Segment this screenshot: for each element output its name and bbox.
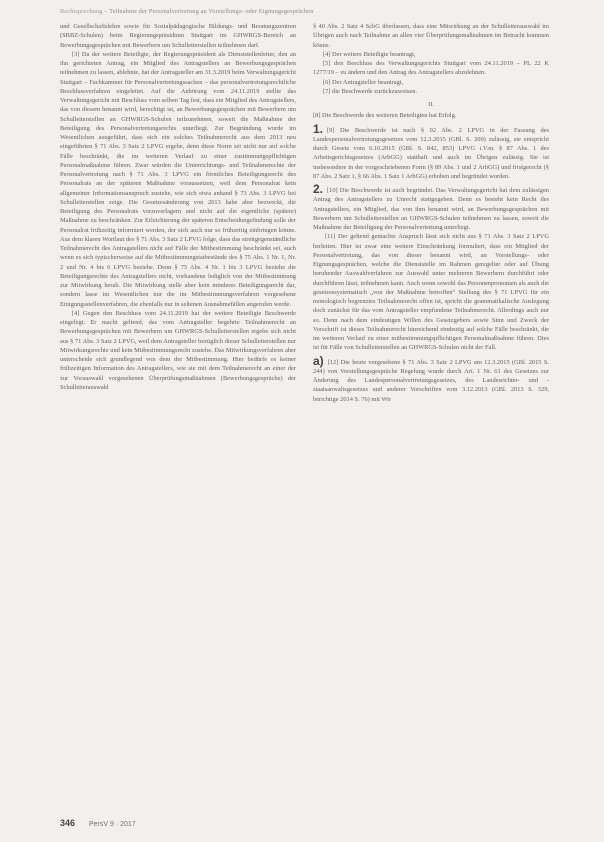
journal-issue: PersV 9 · 2017 — [88, 821, 136, 828]
header-title: Teilnahme der Personalvertretung an Vorstellungs- oder Eignungsgesprächen — [109, 8, 314, 15]
paragraph-text: [12] Die heute vorgesehene § 71 Abs. 3 Satz 2 LPVG am 12.3.2015 (GBl. 2015 S. 244) von Vorstellungsgespräche Regelung wurde durch Art. 1 Nr. 61 des Gesetzes zur Änderung des Landespersonalvertretungsgesetzes, des Landesrichter- und -staatsanwaltsgesetzes und anderer Vorschriften vom 3.12.2013 (GBl. 2013 S. 329, berichtige 2014 S. 76) mit Wir — [313, 358, 549, 403]
paragraph: [5] den Beschluss des Verwaltungsgerichts Stuttgart vom 24.11.2019 – PL 22 K 1277/19 – zu ändern und den Antrag des Antragstellers abzulehnen. — [313, 60, 549, 77]
paragraph-text: [10] Die Beschwerde ist auch begründet. Das Verwaltungsgericht hat dem zulässigen Antrag des Antragstellers zu Unrecht stattgegeben. Denn es besteht kein Recht des Antragstellers, ein Mitglied, das von ihm benannt wird, an Bewerbungsgesprächen mit Bewerbern um Schulleiterstellen an GHWRGS-Schulen teilnehmen zu lassen, soweit die Maßnahme der Beteiligung der Personalvertretung unterliegt. — [313, 187, 549, 231]
paragraph: [3] Da der weitere Beteiligte, der Regierungspräsident als Dienststellenleiter, den an ihn gerichteten Antrag, ein Mitglied des Antragstellers an Bewerbungsgesprächen teilnehmen zu lassen, ablehnte, hat der Antragsteller am 31.3.2019 beim Verwaltungsgericht Stuttgart – Fachkammer für Personalvertretungssachen – das personalvertretungsrechtliche Beschlussverfahren eingeleitet. Auf die Anhörung vom 24.11.2019 stellte das Verwaltungsgericht mit Beschluss vom selben Tag fest, dass ein Mitglied des Antragstellers, das von diesem benannt wird, berechtigt ist, an Bewerbungsgesprächen mit Bewerbern um Schulleiterstellen an GHWRGS-Schulen teilzunehmen, soweit die Maßnahme der Beteiligung des Personalvertretungsrechts unterliegt. Zur Begründung wurde im Wesentlichen ausgeführt, dass sich ein solches Teilnahmerecht aus dem 2013 neu eingeführten § 71 Abs. 3 Satz 2 LPVG ergebe, denn diese Norm sei nicht nur auf solche Fälle beschränkt, die im weiteren Verlauf zu einer zustimmungspflichtigen Personalmaßnahme führen. Zwar würden die Unterrichtungs- und Teilnahmerechte der Personalvertretung nach § 71 Abs. 3 LPVG ein förmliches Beteiligungsrecht des Personalrats an der späteren Maßnahme voraussetzen, weil dem Personalrat kein allgemeiner Informationsanspruch zustehe, wie sich etwa anhand § 73 Abs. 3 LPVG bei Schulleiterstellen zeige. Die Gesetzesänderung von 2013 habe aber bezweckt, die Beteiligung des Personalrats vorzuverlagern und nicht auf die eigentliche (spätere) Maßnahme zu beschränken. Zur Erleichterung der späteren Entscheidungsfindung solle der Personalrat frühzeitig informiert werden, der sich auch nur so frühzeitig einbringen könne. Aus dem klaren Wortlaut des § 71 Abs. 3 Satz 2 LPVG folge, dass das streitgegenständliche Teilnahmerecht des Antragstellers nicht auf Fälle der Mitbestimmung beschränkt sei, auch wenn es sich typischerweise auf die Mitbestimmungstatbestände des § 75 Abs. 1 Nr. 1, Nr. 2 und Nr. 4 bis 6 LPVG beziehe. Denn § 75 Abs. 4 Nr. 1 bis 3 LPVG beziehe die Beteiligungsrechte des Antragstellers nicht, vorhandene lediglich von der Mitbestimmung zur Mitwirkung herab. Die Mitwirkung stelle aber kein minderes Beteiligungsrecht dar, sondern lasse im Wesentlichen nur die im Mitbestimmungsverfahren vorgesehene Einigungsstellenverfahren, die ebenfalls nur in seltenen Ausnahmefällen angerufen werde. — [60, 50, 296, 308]
paragraph-number: 2. — [313, 182, 324, 196]
paragraph: § 40 Abs. 2 Satz 4 SchG überlassen, dass eine Mitwirkung an der Schulleiterauswahl im Übrigen auch nach Teilnahme an allen vier Überprüfungsmaßnahmen im Betracht kommen könne. — [313, 23, 549, 49]
page-footer — [60, 818, 136, 828]
paragraph: [4] Der weitere Beteiligte beantragt, — [323, 50, 416, 58]
page-number: 346 — [60, 818, 76, 828]
paragraph: [7] die Beschwerde zurückzuweisen. — [323, 87, 418, 95]
left-column — [60, 22, 296, 392]
paragraph: und Gesellschaftslehre sowie für Sozialpädagogische Bildungs- und Beratungszentren (SBBZ-Schulen) beim Regierungspräsidium Stuttgart im GHWRGS-Bereich an Bewerbungsgesprächen mit Bewerbern um Schulleiterstellen teilnehmen darf. — [60, 23, 296, 49]
paragraph-number: a) — [313, 353, 324, 368]
paragraph: [8] Die Beschwerde des weiteren Beteiligten hat Erfolg. — [313, 112, 457, 120]
header-section: Rechtsprechung — [60, 8, 103, 15]
paragraph-text: [9] Die Beschwerde ist nach § 92 Abs. 2 LPVG in der Fassung des Landespersonalvertretungsgesetzes vom 12.3.2015 (GBl. S. 200) zulässig, sie entspricht durch Gesetz vom 6.10.2015 (GBl. S. 842, 853) LPVG i.V.m. § 87 Abs. 1 des Arbeitsgerichtsgesetzes (ArbGG) statthaft und auch im Übrigen zulässig. Sie ist insbesondere in der vorgeschriebenen Form (§ 89 Abs. 1 und 2 ArbGG) und fristgerecht (§ 87 Abs. 2 Satz 1, § 66 Abs. 1 Satz 1 ArbGG) erhoben und begründet worden. — [313, 126, 549, 180]
header-separator: – — [104, 8, 110, 15]
paragraph: [6] Der Antragsteller beantragt, — [323, 78, 404, 86]
section-heading: II. — [428, 101, 434, 108]
right-column — [313, 22, 549, 404]
paragraph: [11] Der geltend gemachte Anspruch lässt sich nicht aus § 71 Abs. 3 Satz 2 LPVG herleiten. Hier ist zwar eine weitere Einschränkung formuliert, dass ein Mitglied der Personalvertretung, das von dieser benannt wird, an Vorstellungs- oder Eignungsgesprächen, welche die Dienststelle im Rahmen geregelter oder auf Übung beruhender Auswahlverfahren zur Auswahl unter mehreren Bewerbern durchführt oder durchführen lässt, teilnehmen kann. Auch wenn sowohl das Personenpronomen als auch die gesetzessystematisch „von der Maßnahme betroffen“ Stellung des § 71 LPVG für ein monologisch begrenztes Teilnahmerecht offen ist, spricht die grammatikalische Auslegung doch zunächst für das vom Antragsteller empfundene Teilnahmerecht. Allerdings auch nur so. Denn nach dem eindeutigen Willen des Gesetzgebers sowie Sinn und Zweck der Vorschrift ist dieses Teilnahmerecht hinreichend eindeutig auf solche Fälle beschränkt, die im weiteren Verlauf zu einer mitbestimmungspflichtigen Personalmaßnahme führen. Dies ist für Fälle von Schulleiterstellen an GHWRGS-Schulen nicht der Fall. — [313, 233, 549, 352]
running-header — [60, 8, 560, 15]
numbered-paragraph — [313, 353, 549, 404]
paragraph: [4] Gegen den Beschluss vom 24.11.2019 hat der weitere Beteiligte Beschwerde eingelegt. Er macht geltend, das vom Antragsteller begehrte Teilnahmerecht an Bewerbungsgesprächen mit Bewerbern um GHWRGS-Schulleiterstellen ergebe sich nicht aus § 71 Abs. 3 Satz 2 LPVG, weil dem Antragsteller bezüglich dieser Schulleiterstellen nur Mitwirkungsrechte und kein Mitbestimmungsrecht zustehe. Das Mitwirkungsverfahren aber unterscheide sich grundlegend von dem der Mitbestimmung. Hier bedürfe es keiner frühzeitigen Information des Antragstellers, wie sie mit dem Teilnahmerecht an einer der zur Vorauswahl vorgesehenen Überprüfungsmaßnahmen (Bewerbungsgespräche) der Schulleiterauswahl — [60, 309, 296, 391]
paragraph-number: 1. — [313, 121, 324, 136]
numbered-paragraph — [313, 182, 549, 232]
numbered-paragraph — [313, 121, 549, 182]
